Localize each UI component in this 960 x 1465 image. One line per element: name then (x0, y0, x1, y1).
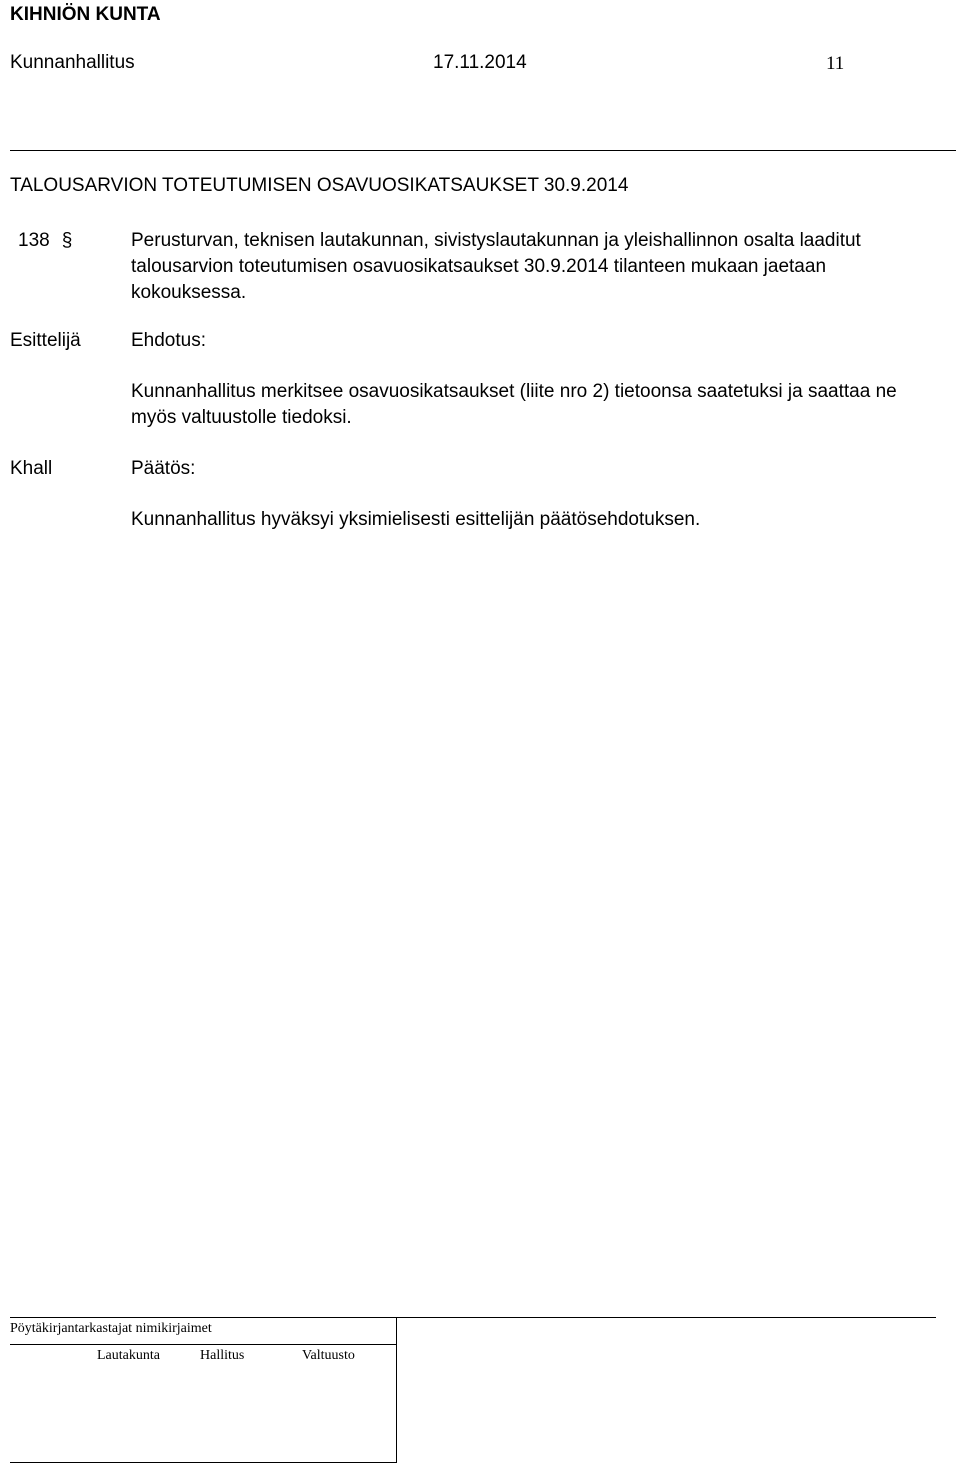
column-hallitus: Hallitus (200, 1348, 245, 1363)
item-text: Perusturvan, teknisen lautakunnan, sivistyslautakunnan ja yleishallinnon osalta laaditut talousarvion toteutumisen osavuosikatsaukset 30.9.2014 tilanteen mukaan jaetaan kokouksessa. (131, 230, 861, 303)
decision-heading: Päätös: (131, 458, 196, 479)
meeting-body: Kunnanhallitus (10, 52, 135, 73)
section-sign: § (61, 230, 73, 251)
footer-bottom-rule (10, 1462, 397, 1463)
header-divider (10, 150, 956, 151)
column-valtuusto: Valtuusto (302, 1348, 355, 1363)
item-number-line (18, 228, 79, 254)
footer-top-rule (10, 1317, 936, 1318)
organization-name: KIHNIÖN KUNTA (10, 4, 161, 25)
decision-text: Kunnanhallitus hyväksyi yksimielisesti esittelijän päätösehdotuksen. (131, 509, 701, 530)
footer-inner-rule (10, 1344, 396, 1345)
proposal-text: Kunnanhallitus merkitsee osavuosikatsaukset (liite nro 2) tietoonsa saatetuksi ja saattaa ne myös valtuustolle tiedoksi. (131, 381, 897, 428)
presenter-label: Esittelijä (10, 330, 81, 351)
proposal-heading: Ehdotus: (131, 330, 206, 351)
column-lautakunta: Lautakunta (97, 1348, 160, 1363)
page-number: 11 (826, 53, 845, 74)
meeting-date: 17.11.2014 (433, 52, 527, 73)
footer-right-border (396, 1318, 397, 1462)
section-title: TALOUSARVION TOTEUTUMISEN OSAVUOSIKATSAUKSET 30.9.2014 (10, 175, 629, 196)
decision-body-label: Khall (10, 458, 53, 479)
signatures-label: Pöytäkirjantarkastajat nimikirjaimet (10, 1321, 212, 1336)
item-number: 138 (18, 230, 50, 251)
